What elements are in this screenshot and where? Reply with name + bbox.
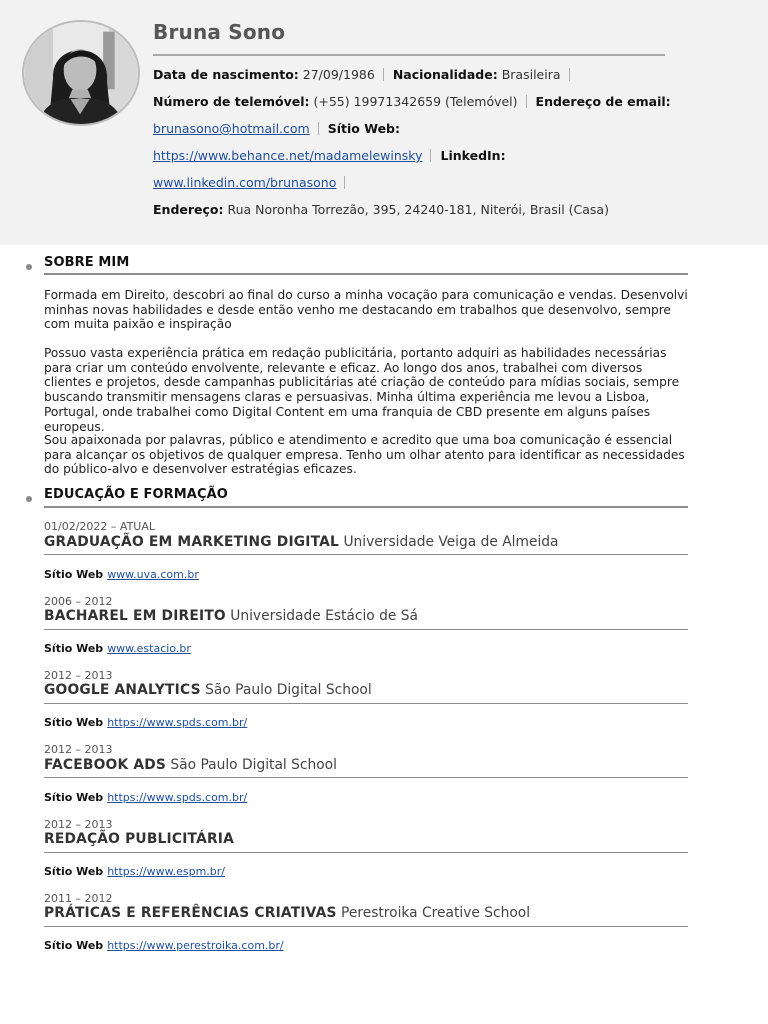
phone-value: (+55) 19971342659 (Telemóvel) [313,94,518,109]
contact-line-birth [153,67,579,82]
address-value: Rua Noronha Torrezão, 395, 24240-181, Niterói, Brasil (Casa) [227,202,609,217]
linkedin-label: LinkedIn: [440,148,506,163]
website-label: Sítio Web [44,716,104,729]
contact-line-email [153,121,400,136]
education-section-title: EDUCAÇÃO E FORMAÇÃO [44,487,228,502]
contact-line-phone [153,94,671,109]
education-date: 2012 – 2013 [44,818,113,831]
bullet-icon [26,264,32,270]
separator [526,95,527,108]
separator [569,68,570,81]
education-divider [44,777,688,778]
contact-line-linkedin [153,175,354,190]
website-link[interactable]: https://www.behance.net/madamelewinsky [153,148,423,163]
nationality-label: Nacionalidade: [392,67,498,82]
separator [344,176,345,189]
education-date: 2012 – 2013 [44,743,113,756]
about-section-divider [44,273,688,275]
education-website-link[interactable]: https://www.espm.br/ [107,865,225,878]
education-website [44,716,247,729]
about-paragraph: Possuo vasta experiência prática em redação publicitária, portanto adquiri as habilidades necessárias para criar um conteúdo envolvente, relevante e eficaz. Ao longo dos anos, trabalhei com diversos clientes e projetos, desde campanhas publicitárias até criação de conteúdo para mídias sociais, sempre buscando transmitir mensagens claras e persuasivas. Minha última experiência me levou a Lisboa, Portugal, onde trabalhei como Digital Content em uma franquia de CBD presente em alguns países europeus. [44,346,680,434]
education-date: 2011 – 2012 [44,892,113,905]
candidate-name: Bruna Sono [153,20,286,44]
education-date: 2006 – 2012 [44,595,113,608]
education-website-link[interactable]: https://www.spds.com.br/ [107,716,248,729]
phone-label: Número de telemóvel: [153,94,310,109]
education-website-link[interactable]: www.estacio.br [107,642,191,655]
education-title [44,831,234,847]
nationality-value: Brasileira [501,67,561,82]
website-label: Sítio Web [44,642,104,655]
education-title [44,905,530,921]
education-website [44,642,191,655]
education-degree: REDAÇÃO PUBLICITÁRIA [44,831,234,847]
education-divider [44,703,688,704]
education-divider [44,852,688,853]
website-label: Sítio Web: [327,121,400,136]
education-degree: FACEBOOK ADS [44,757,167,773]
birth-label: Data de nascimento: [153,67,299,82]
separator [430,149,431,162]
education-title [44,608,418,624]
contact-line-website [153,148,506,163]
education-website-link[interactable]: www.uva.com.br [107,568,199,581]
education-school: São Paulo Digital School [170,757,337,773]
education-school: Universidade Estácio de Sá [230,608,418,624]
education-degree: PRÁTICAS E REFERÊNCIAS CRIATIVAS [44,905,337,921]
address-label: Endereço: [153,202,224,217]
linkedin-link[interactable]: www.linkedin.com/brunasono [153,175,337,190]
education-divider [44,926,688,927]
education-section-divider [44,506,688,508]
email-link[interactable]: brunasono@hotmail.com [153,121,310,136]
separator [318,122,319,135]
education-title [44,534,558,550]
profile-photo [22,20,140,126]
bullet-icon [26,496,32,502]
separator [383,68,384,81]
education-school: Universidade Veiga de Almeida [343,534,559,550]
education-website [44,568,199,581]
about-section-title: SOBRE MIM [44,255,130,270]
education-divider [44,554,688,555]
education-title [44,682,372,698]
education-website [44,865,225,878]
education-website [44,791,247,804]
education-title [44,757,337,773]
education-website-link[interactable]: https://www.spds.com.br/ [107,791,248,804]
contact-line-address [153,202,609,217]
education-website [44,939,284,952]
website-label: Sítio Web [44,939,104,952]
about-paragraph: Formada em Direito, descobri ao final do curso a minha vocação para comunicação e vendas. Desenvolvi minhas novas habilidades e desde então venho me destacando em trabalhos que desenvolvo, sempre com muita paixão e inspiração [44,288,688,332]
education-degree: BACHAREL EM DIREITO [44,608,226,624]
education-school: São Paulo Digital School [205,682,372,698]
birth-value: 27/09/1986 [302,67,375,82]
name-divider [153,54,665,56]
education-degree: GRADUAÇÃO EM MARKETING DIGITAL [44,534,340,550]
email-label: Endereço de email: [535,94,671,109]
education-school: Perestroika Creative School [341,905,531,921]
education-degree: GOOGLE ANALYTICS [44,682,201,698]
education-date: 01/02/2022 – ATUAL [44,520,155,533]
education-website-link[interactable]: https://www.perestroika.com.br/ [107,939,284,952]
website-label: Sítio Web [44,568,104,581]
about-paragraph: Sou apaixonada por palavras, público e atendimento e acredito que uma boa comunicação é essencial para alcançar os objetivos de qualquer empresa. Tenho um olhar atento para identificar as necessidades do público-alvo e desenvolver estratégias eficazes. [44,433,685,477]
website-label: Sítio Web [44,865,104,878]
profile-photo-image [24,22,138,124]
website-label: Sítio Web [44,791,104,804]
education-divider [44,629,688,630]
education-date: 2012 – 2013 [44,669,113,682]
